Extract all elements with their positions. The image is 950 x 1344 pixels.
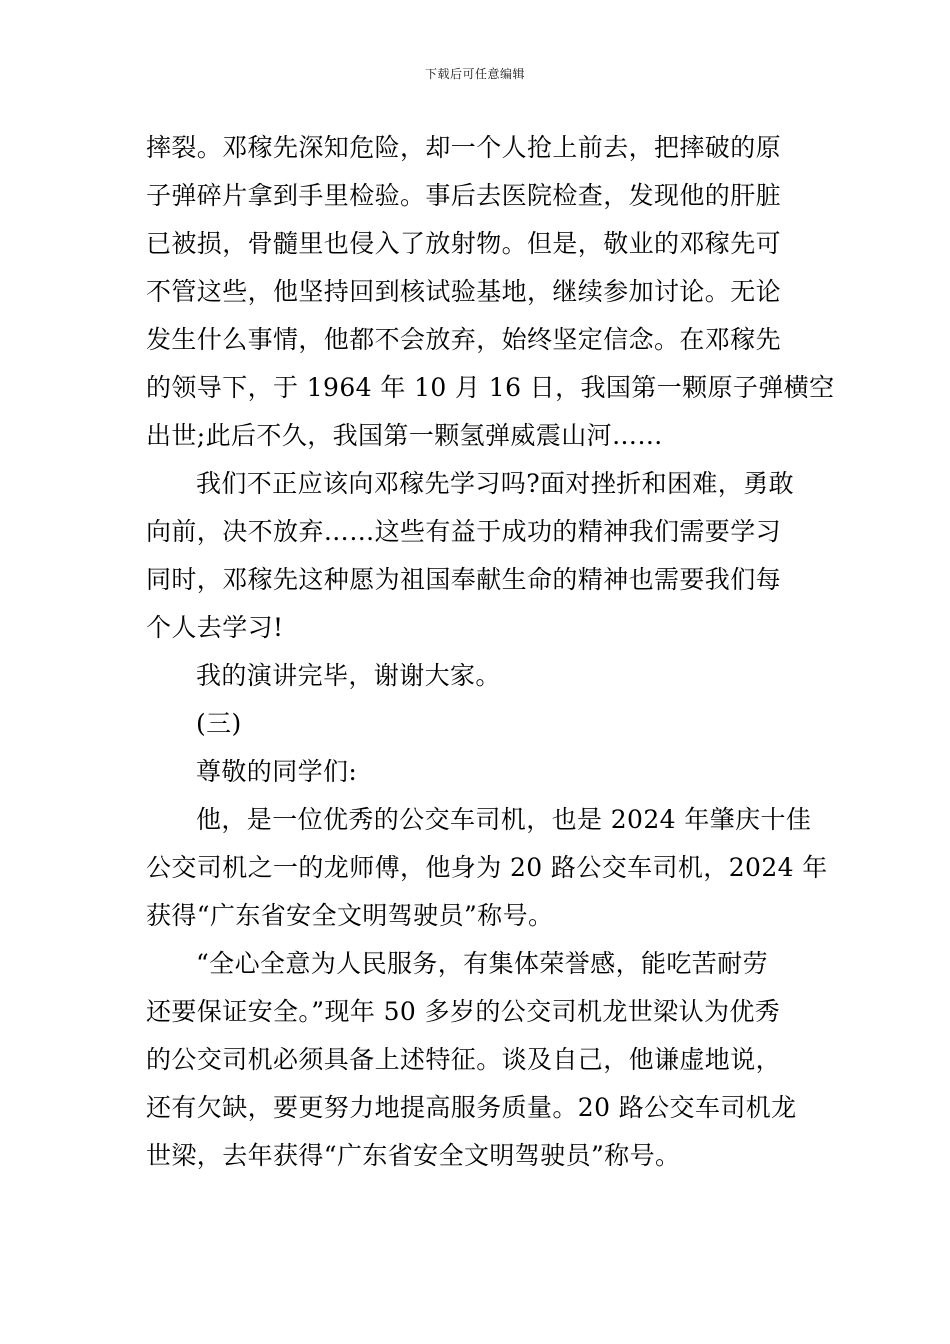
text-line: 还有欠缺，要更努力地提高服务质量。20 路公交车司机龙 [146, 1093, 797, 1122]
paragraph [146, 124, 835, 460]
text-line: 向前，决不放弃……这些有益于成功的精神我们需要学习 [146, 517, 782, 546]
text-line: (三) [196, 709, 242, 738]
text-line: 不管这些，他坚持回到核试验基地，继续参加讨论。无论 [146, 277, 782, 306]
text-line: 公交司机之一的龙师傅，他身为 20 路公交车司机，2024 年 [146, 853, 828, 882]
text-line: 子弹碎片拿到手里检验。事后去医院检查，发现他的肝脏 [146, 181, 782, 210]
text-line: 尊敬的同学们: [196, 757, 358, 786]
page-header: 下载后可任意编辑 [424, 67, 525, 81]
text-line: 的领导下，于 1964 年 10 月 16 日，我国第一颗原子弹横空 [146, 373, 835, 402]
paragraph [146, 652, 810, 700]
text-line: 出世;此后不久，我国第一颗氢弹威震山河…… [146, 421, 663, 450]
text-line: 的公交司机必须具备上述特征。谈及自己，他谦虚地说， [146, 1045, 782, 1074]
section-marker [146, 700, 810, 748]
salutation [146, 748, 810, 796]
text-line: 世梁，去年获得“广东省安全文明驾驶员”称号。 [146, 1141, 681, 1170]
text-line: 我们不正应该向邓稼先学习吗?面对挫折和困难，勇敢 [196, 469, 795, 498]
paragraph [146, 940, 810, 1180]
text-line: 还要保证安全。”现年 50 多岁的公交司机龙世梁认为优秀 [146, 997, 781, 1026]
document-body [146, 124, 835, 1180]
text-line: “全心全意为人民服务，有集体荣誉感，能吃苦耐劳 [196, 949, 768, 978]
text-line: 同时，邓稼先这种愿为祖国奉献生命的精神也需要我们每 [146, 565, 782, 594]
text-line: 获得“广东省安全文明驾驶员”称号。 [146, 901, 554, 930]
text-line: 个人去学习! [146, 613, 284, 642]
text-line: 他，是一位优秀的公交车司机，也是 2024 年肇庆十佳 [196, 805, 812, 834]
paragraph [146, 460, 810, 652]
text-line: 我的演讲完毕，谢谢大家。 [196, 661, 501, 690]
text-line: 摔裂。邓稼先深知危险，却一个人抢上前去，把摔破的原 [146, 133, 782, 162]
paragraph [146, 796, 828, 940]
text-line: 发生什么事情，他都不会放弃，始终坚定信念。在邓稼先 [146, 325, 782, 354]
text-line: 已被损，骨髓里也侵入了放射物。但是，敬业的邓稼先可 [146, 229, 782, 258]
